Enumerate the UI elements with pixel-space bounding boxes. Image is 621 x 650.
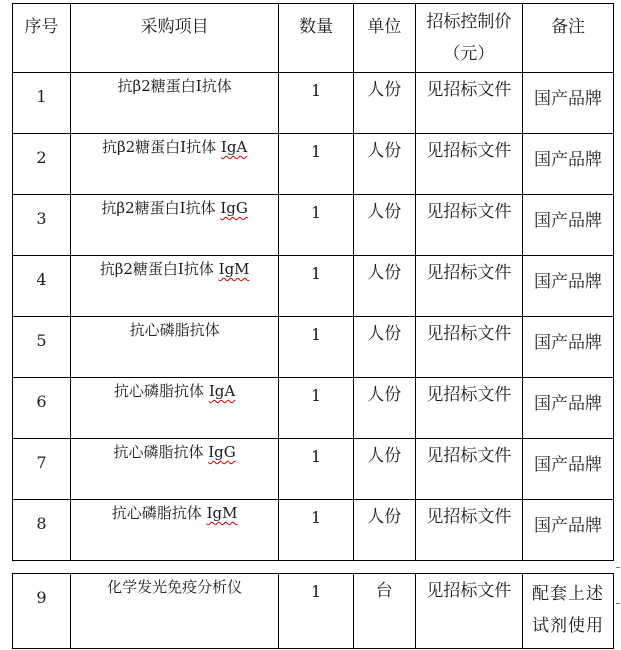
cell-seq: 7 [13, 439, 71, 500]
header-price: 招标控制价（元） [415, 4, 522, 73]
header-qty: 数量 [279, 4, 353, 73]
cell-price: 见招标文件 [415, 73, 522, 134]
cell-unit: 台 [353, 574, 415, 649]
cell-seq: 8 [13, 500, 71, 561]
cell-qty: 1 [279, 378, 353, 439]
cell-price: 见招标文件 [415, 134, 522, 195]
cell-seq: 5 [13, 317, 71, 378]
cell-unit: 人份 [353, 73, 415, 134]
cell-qty: 1 [279, 574, 353, 649]
item-name: 抗心磷脂抗体 [129, 321, 220, 339]
cell-qty: 1 [279, 134, 353, 195]
cell-qty: 1 [279, 195, 353, 256]
cell-note: 国产品牌 [523, 134, 614, 195]
cell-price: 见招标文件 [415, 195, 522, 256]
cell-seq: 4 [13, 256, 71, 317]
procurement-table [12, 3, 614, 561]
cell-item-name [70, 439, 279, 500]
table-row [13, 317, 614, 378]
item-name: 抗β2糖蛋白Ⅰ抗体 [101, 199, 221, 217]
cell-qty: 1 [279, 256, 353, 317]
table-row [13, 439, 614, 500]
cell-price: 见招标文件 [415, 574, 522, 649]
item-name: 抗β2糖蛋白Ⅰ抗体 [117, 77, 232, 95]
cell-price: 见招标文件 [415, 317, 522, 378]
header-unit: 单位 [353, 4, 415, 73]
table-row [13, 378, 614, 439]
cell-unit: 人份 [353, 134, 415, 195]
antibody-class-suffix: IgG [208, 443, 236, 461]
table-row [13, 73, 614, 134]
cell-qty: 1 [279, 500, 353, 561]
antibody-class-suffix: IgA [220, 138, 248, 156]
cell-note: 国产品牌 [523, 500, 614, 561]
cell-unit: 人份 [353, 256, 415, 317]
table-row [13, 195, 614, 256]
antibody-class-suffix: IgG [220, 199, 248, 217]
item-name: 抗β2糖蛋白Ⅰ抗体 [99, 260, 219, 278]
cell-seq: 9 [13, 574, 71, 649]
cell-note [523, 574, 614, 649]
cell-qty: 1 [279, 73, 353, 134]
header-note: 备注 [523, 4, 614, 73]
cell-note: 国产品牌 [523, 378, 614, 439]
cell-price: 见招标文件 [415, 500, 522, 561]
note-line-2: 试剂使用 [532, 616, 605, 636]
page-edge-mark [616, 567, 620, 568]
cell-seq: 1 [13, 73, 71, 134]
cell-item-name [70, 73, 279, 134]
cell-unit: 人份 [353, 317, 415, 378]
cell-note: 国产品牌 [523, 256, 614, 317]
cell-unit: 人份 [353, 500, 415, 561]
antibody-class-suffix: IgM [206, 504, 238, 522]
cell-price: 见招标文件 [415, 256, 522, 317]
table-row [13, 574, 614, 649]
item-name: 抗心磷脂抗体 [113, 443, 209, 461]
header-seq: 序号 [13, 4, 71, 73]
cell-item-name [70, 317, 279, 378]
cell-note: 国产品牌 [523, 317, 614, 378]
cell-note: 国产品牌 [523, 73, 614, 134]
cell-price: 见招标文件 [415, 378, 522, 439]
table-header-row [13, 4, 614, 73]
cell-unit: 人份 [353, 378, 415, 439]
page-edge-mark [616, 603, 620, 604]
note-line-1: 配套上述 [532, 584, 605, 604]
antibody-class-suffix: IgM [218, 260, 250, 278]
cell-qty: 1 [279, 317, 353, 378]
cell-item-name [70, 256, 279, 317]
cell-item-name [70, 378, 279, 439]
item-name: 抗β2糖蛋白Ⅰ抗体 [101, 138, 221, 156]
table-row [13, 256, 614, 317]
cell-item-name: 化学发光免疫分析仪 [70, 574, 279, 649]
cell-item-name [70, 500, 279, 561]
cell-item-name [70, 134, 279, 195]
cell-qty: 1 [279, 439, 353, 500]
item-name: 抗心磷脂抗体 [111, 504, 207, 522]
antibody-class-suffix: IgA [208, 382, 236, 400]
table-row [13, 500, 614, 561]
cell-seq: 3 [13, 195, 71, 256]
header-item: 采购项目 [70, 4, 279, 73]
cell-unit: 人份 [353, 439, 415, 500]
cell-item-name [70, 195, 279, 256]
table-body [13, 73, 614, 561]
cell-seq: 6 [13, 378, 71, 439]
cell-note: 国产品牌 [523, 439, 614, 500]
item-name: 抗心磷脂抗体 [114, 382, 209, 400]
cell-price: 见招标文件 [415, 439, 522, 500]
cell-note: 国产品牌 [523, 195, 614, 256]
table-row [13, 134, 614, 195]
equipment-table [12, 573, 614, 649]
cell-unit: 人份 [353, 195, 415, 256]
cell-seq: 2 [13, 134, 71, 195]
